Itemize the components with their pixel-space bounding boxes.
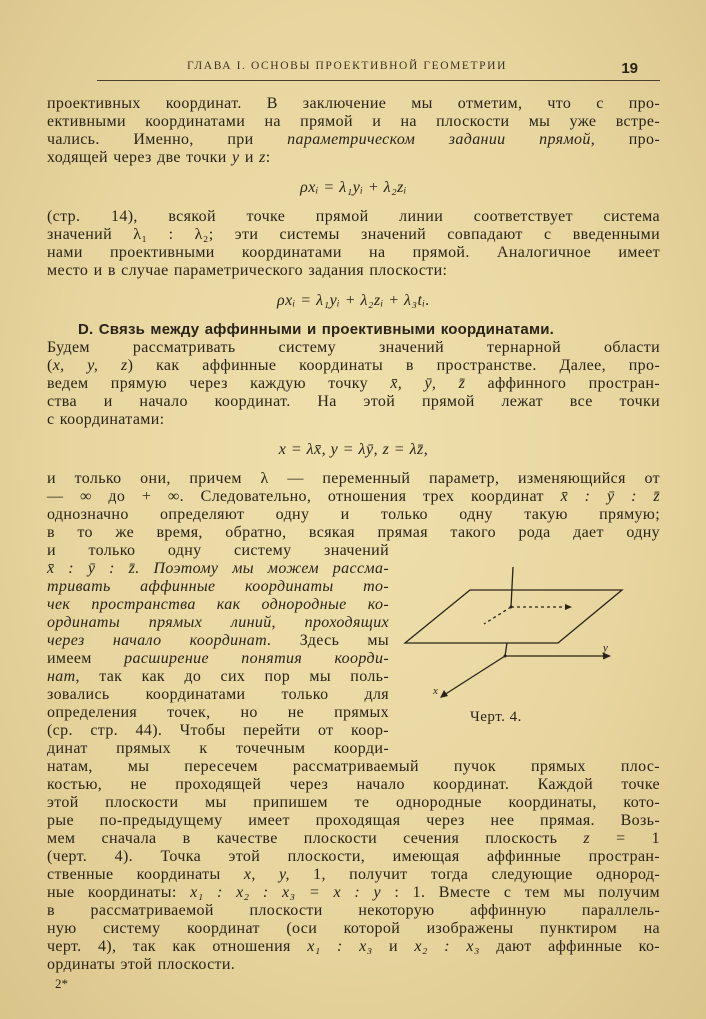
- text-segment: динат прямых к точечным коорди-: [47, 740, 389, 757]
- text-segment: проективных координат. В заключение мы отметим, что с про-: [47, 95, 660, 112]
- text-segment: значений λ₁ : λ₂; эти системы значений совпадают с введенными: [47, 226, 660, 243]
- text-line: [47, 812, 660, 830]
- text-segment: ную систему координат (оси которой изображены пунктиром на: [47, 920, 660, 937]
- italic-text: параметрическом задании прямой,: [287, 131, 596, 148]
- italic-text: x, y, z: [52, 357, 128, 374]
- text-segment: про-: [595, 131, 661, 148]
- bold-text: D. Связь между аффинными и проективными координатами.: [78, 321, 555, 338]
- text-segment: ства и начало координат. На этой прямой лежат все точки: [47, 393, 660, 410]
- italic-text: x̄ : ȳ : z̄. Поэтому мы можем рассма-: [47, 560, 389, 577]
- text-line: [47, 650, 389, 668]
- paragraph: [47, 321, 660, 429]
- vertical-line-lower: [505, 643, 507, 656]
- text-segment: : 1. Вместе с тем мы получим: [380, 884, 661, 901]
- text-line: [47, 830, 660, 848]
- text-line: [47, 488, 660, 506]
- text-segment: однозначно определяют одну и только одну такую прямую;: [47, 506, 660, 523]
- text-segment: дают аффинные ко-: [479, 938, 660, 955]
- text-segment: 1, получит тогда следующие однород-: [289, 866, 661, 883]
- text-line: [47, 262, 660, 280]
- italic-text: ординаты прямых линий, проходящих: [47, 614, 389, 631]
- text-segment: имеем: [47, 650, 125, 667]
- text-segment: (: [47, 357, 53, 374]
- arrowhead-dotted: [565, 604, 572, 610]
- italic-text: z: [583, 830, 590, 847]
- text-line: [47, 722, 389, 740]
- text-line: [47, 244, 660, 262]
- italic-text: x₂ : x₃: [414, 938, 480, 955]
- text-segment: (черт. 4). Точка этой плоскости, имеющая аффинные простран-: [47, 848, 660, 865]
- italic-text: чек пространства как однородные ко-: [47, 596, 389, 613]
- text-segment: Будем рассматривать систему значений тернарной области: [47, 339, 660, 356]
- text-segment: = 1: [590, 830, 660, 847]
- text-segment: и только одну систему значений: [47, 542, 389, 559]
- text-segment: и: [372, 938, 415, 955]
- text-segment: натам, мы пересечем рассматриваемый пучок прямых плос-: [47, 758, 660, 775]
- text-segment: (стр. 14), всякой точке прямой линии соответствует система: [47, 208, 660, 225]
- text-segment: зовались координатами только для: [47, 686, 389, 703]
- signature-mark: 2*: [55, 976, 68, 991]
- text-line: [47, 740, 389, 758]
- text-line: [47, 632, 389, 650]
- text-line: [47, 758, 660, 776]
- text-line: [47, 131, 660, 149]
- text-line: [47, 357, 660, 375]
- text-line: [47, 614, 389, 632]
- italic-text: тривать аффинные координаты то-: [47, 578, 389, 595]
- text-segment: и только они, причем λ — переменный параметр, изменяющийся от: [47, 470, 660, 487]
- formula: ρxᵢ = λ₁yᵢ + λ₂zᵢ: [300, 179, 407, 196]
- italic-text: z: [259, 149, 266, 166]
- text-line: [47, 411, 660, 429]
- italic-text: расширение понятия коорди-: [124, 650, 389, 667]
- section-plane: [405, 590, 622, 643]
- text-segment: костью, не проходящей через начало координат. Каждой точке: [47, 776, 660, 793]
- text-line: [47, 524, 660, 542]
- text-segment: определения точек, но не прямых: [47, 704, 389, 721]
- text-line: [47, 375, 660, 393]
- running-head: [97, 60, 660, 81]
- text-line: [47, 578, 389, 596]
- text-line: [47, 113, 660, 131]
- text-segment: с координатами:: [47, 411, 165, 428]
- text-segment: ходящей через две точки: [47, 149, 233, 166]
- text-segment: ) как аффинные координаты в пространстве. Далее, про-: [127, 357, 660, 374]
- text-segment: ственные координаты: [47, 866, 244, 883]
- italic-text: через начало координат.: [47, 632, 272, 649]
- body-text: [47, 95, 660, 974]
- italic-text: y: [232, 149, 240, 166]
- text-line: [47, 686, 389, 704]
- text-segment: в то же время, обратно, всякая прямая такого рода дает одну: [47, 524, 660, 541]
- formula: x = λx̄, y = λȳ, z = λz̄,: [278, 441, 429, 458]
- text-segment: нами проективными координатами на прямой. Аналогичное имеет: [47, 244, 660, 261]
- text-line: [47, 149, 660, 167]
- text-segment: — ∞ до + ∞. Следовательно, отношения трех координат: [47, 488, 561, 505]
- text-segment: рые по-предыдущему имеет проходящая через нее прямая. Возь-: [47, 812, 660, 829]
- text-segment: в рассматриваемой плоскости некоторую аффинную параллель-: [47, 902, 660, 919]
- text-segment: Здесь мы: [271, 632, 389, 649]
- text-line: [47, 920, 660, 938]
- plane-point: [510, 606, 513, 609]
- paragraph: [47, 95, 660, 167]
- text-line: [47, 542, 389, 560]
- x-axis: [444, 656, 505, 695]
- text-line: [47, 339, 660, 357]
- text-segment: аффинного простран-: [465, 375, 660, 392]
- text-line: [47, 794, 660, 812]
- text-segment: и: [239, 149, 260, 166]
- text-line: [47, 956, 660, 974]
- text-segment: (ср. стр. 44). Чтобы перейти от коор-: [47, 722, 389, 739]
- text-segment: мем сначала в качестве плоскости сечения плоскость: [47, 830, 584, 847]
- text-line: [47, 938, 660, 956]
- text-segment: ведем прямую через каждую точку: [47, 375, 391, 392]
- text-line: [47, 866, 660, 884]
- text-segment: ные координаты:: [47, 884, 191, 901]
- text-segment: черт. 4), так как отношения: [47, 938, 308, 955]
- text-segment: ективными координатами на прямой и на плоскости мы уже встре-: [47, 113, 660, 130]
- text-line: [47, 208, 660, 226]
- italic-text: нат: [47, 668, 76, 685]
- text-line: [47, 226, 660, 244]
- text-segment: чались. Именно, при: [47, 131, 288, 148]
- page-number: 19: [621, 60, 638, 77]
- italic-text: x₁ : x₂ : x₃ = x : y: [190, 884, 381, 901]
- text-line: [47, 95, 660, 113]
- formula: ρxᵢ = λ₁yᵢ + λ₂zᵢ + λ₃tᵢ.: [276, 292, 431, 309]
- text-line: [47, 704, 389, 722]
- running-title: ГЛАВА I. ОСНОВЫ ПРОЕКТИВНОЙ ГЕОМЕТРИИ: [187, 60, 507, 72]
- arrowhead-x: [440, 690, 448, 698]
- text-segment: место и в случае параметрического задания плоскости:: [47, 262, 448, 279]
- text-segment: , так как до сих пор мы поль-: [75, 668, 389, 685]
- text-segment: этой плоскости мы припишем те однородные координаты, кото-: [47, 794, 660, 811]
- text-line: [47, 668, 389, 686]
- y-axis-label: y: [603, 642, 608, 654]
- vertical-line-upper: [511, 567, 513, 607]
- text-line: [47, 902, 660, 920]
- italic-text: x̄ : ȳ : z̄: [560, 488, 660, 505]
- text-segment: ординаты этой плоскости.: [47, 956, 236, 973]
- figure-caption: Черт. 4.: [470, 709, 522, 725]
- text-line: [47, 884, 660, 902]
- italic-text: x₁ : x₃: [307, 938, 373, 955]
- figure-4-diagram: [395, 560, 685, 735]
- text-line: [47, 393, 660, 411]
- dotted-axis-front: [484, 607, 511, 624]
- x-axis-label: x: [433, 685, 438, 697]
- text-line: [47, 776, 660, 794]
- text-segment: :: [265, 149, 271, 166]
- text-line: [47, 596, 389, 614]
- italic-text: x̄, ȳ, z̄: [390, 375, 466, 392]
- text-line: [47, 560, 389, 578]
- section-heading: [47, 321, 660, 339]
- text-line: [47, 848, 660, 866]
- origin-point: [504, 655, 507, 658]
- italic-text: x, y,: [243, 866, 290, 883]
- text-line: [47, 470, 660, 488]
- paragraph: [47, 208, 660, 280]
- text-line: [47, 506, 660, 524]
